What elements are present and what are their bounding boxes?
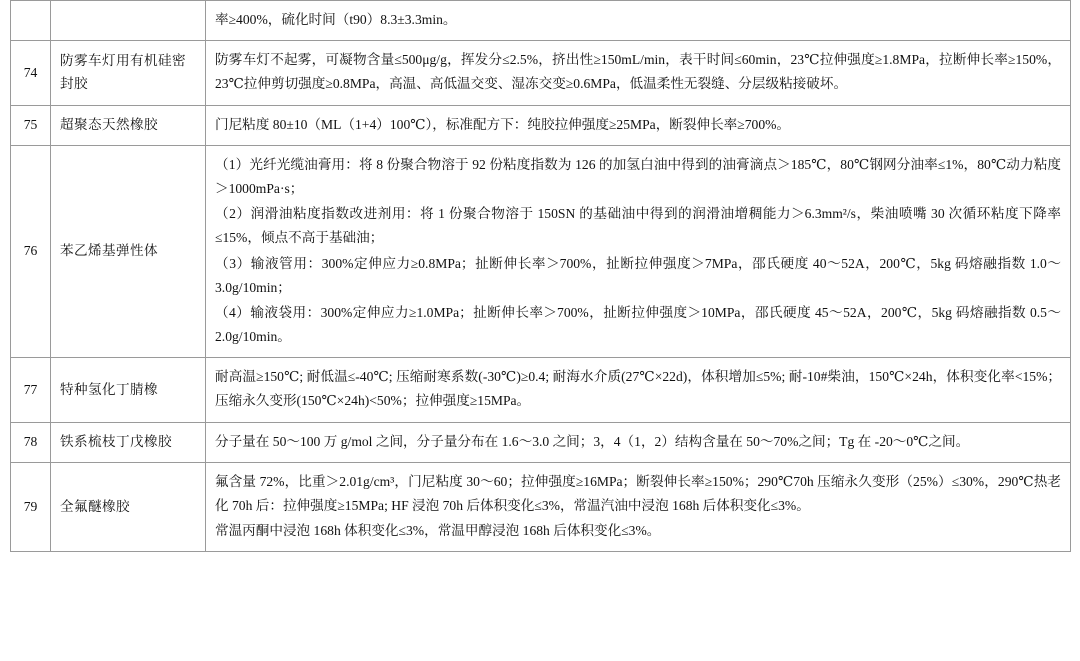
row-number: [11, 1, 51, 41]
row-number: 78: [11, 422, 51, 462]
row-material-name: 苯乙烯基弹性体: [51, 145, 206, 358]
row-spec-description: [206, 422, 1071, 462]
spec-paragraph: 氟含量 72%，比重＞2.01g/cm³，门尼粘度 30～60；拉伸强度≥16MPa；断裂伸长率≥150%；290℃70h 压缩永久变形（25%）≤30%，290℃热老化 70h 后：拉伸强度≥15MPa; HF 浸泡 70h 后体积变化≤3%，常温汽油中浸泡 168h 后体积变化≤3%。: [215, 473, 1061, 513]
row-material-name: 全氟醚橡胶: [51, 462, 206, 552]
row-material-name: 超聚态天然橡胶: [51, 105, 206, 145]
row-spec-description: [206, 105, 1071, 145]
table-row: [11, 1, 1071, 41]
row-spec-description: [206, 145, 1071, 358]
spec-paragraph: （3）输液管用：300%定伸应力≥0.8MPa；扯断伸长率＞700%，扯断拉伸强度＞7MPa，邵氏硬度 40～52A，200℃，5kg 码熔融指数 1.0～3.0g/10min；: [215, 255, 1061, 295]
spec-paragraph: （2）润滑油粘度指数改进剂用：将 1 份聚合物溶于 150SN 的基础油中得到的润滑油增稠能力＞6.3mm²/s，柴油喷嘴 30 次循环粘度下降率≤15%，倾点不高于基础油；: [215, 206, 1061, 246]
row-spec-description: [206, 462, 1071, 552]
table-row: [11, 358, 1071, 422]
table-row: [11, 462, 1071, 552]
spec-paragraph: 率≥400%，硫化时间（t90）8.3±3.3min。: [215, 12, 457, 27]
row-number: 76: [11, 145, 51, 358]
table-row: [11, 41, 1071, 105]
row-spec-description: [206, 358, 1071, 422]
row-material-name: 铁系梳枝丁戊橡胶: [51, 422, 206, 462]
table-row: [11, 145, 1071, 358]
table-body: [11, 1, 1071, 552]
row-number: 79: [11, 462, 51, 552]
spec-paragraph: 耐高温≥150℃; 耐低温≤-40℃; 压缩耐寒系数(-30℃)≥0.4; 耐海水介质(27℃×22d)，体积增加≤5%; 耐-10#柴油，150℃×24h，体积变化率<15%；压缩永久变形(150℃×24h)<50%；拉伸强度≥15MPa。: [215, 369, 1061, 409]
row-material-name: [51, 1, 206, 41]
row-number: 77: [11, 358, 51, 422]
row-material-name: 防雾车灯用有机硅密封胶: [51, 41, 206, 105]
spec-paragraph: （4）输液袋用：300%定伸应力≥1.0MPa；扯断伸长率＞700%，扯断拉伸强度＞10MPa，邵氏硬度 45～52A，200℃，5kg 码熔融指数 0.5～2.0g/10min。: [215, 304, 1061, 345]
spec-paragraph: 防雾车灯不起雾，可凝物含量≤500μg/g，挥发分≤2.5%，挤出性≥150mL/min，表干时间≤60min，23℃拉伸强度≥1.8MPa，拉断伸长率≥150%，23℃拉伸剪切强度≥0.8MPa，高温、高低温交变、湿冻交变≥0.6MPa，低温柔性无裂缝、分层级粘接破坏。: [215, 52, 1061, 92]
specification-table: [10, 0, 1071, 552]
row-material-name: 特种氢化丁腈橡: [51, 358, 206, 422]
row-number: 74: [11, 41, 51, 105]
row-number: 75: [11, 105, 51, 145]
table-row: [11, 105, 1071, 145]
spec-paragraph: 分子量在 50～100 万 g/mol 之间，分子量分布在 1.6～3.0 之间；3，4（1，2）结构含量在 50～70%之间；Tg 在 -20～0℃之间。: [215, 433, 970, 449]
row-spec-description: [206, 1, 1071, 41]
spec-paragraph: （1）光纤光缆油膏用：将 8 份聚合物溶于 92 份粘度指数为 126 的加氢白油中得到的油膏滴点＞185℃，80℃钢网分油率≤1%，80℃动力粘度＞1000mPa·s；: [215, 156, 1061, 196]
spec-paragraph: 常温丙酮中浸泡 168h 体积变化≤3%，常温甲醇浸泡 168h 后体积变化≤3%。: [215, 523, 661, 539]
table-row: [11, 422, 1071, 462]
spec-paragraph: 门尼粘度 80±10（ML（1+4）100℃），标准配方下：纯胶拉伸强度≥25MPa，断裂伸长率≥700%。: [215, 116, 791, 132]
row-spec-description: [206, 41, 1071, 105]
